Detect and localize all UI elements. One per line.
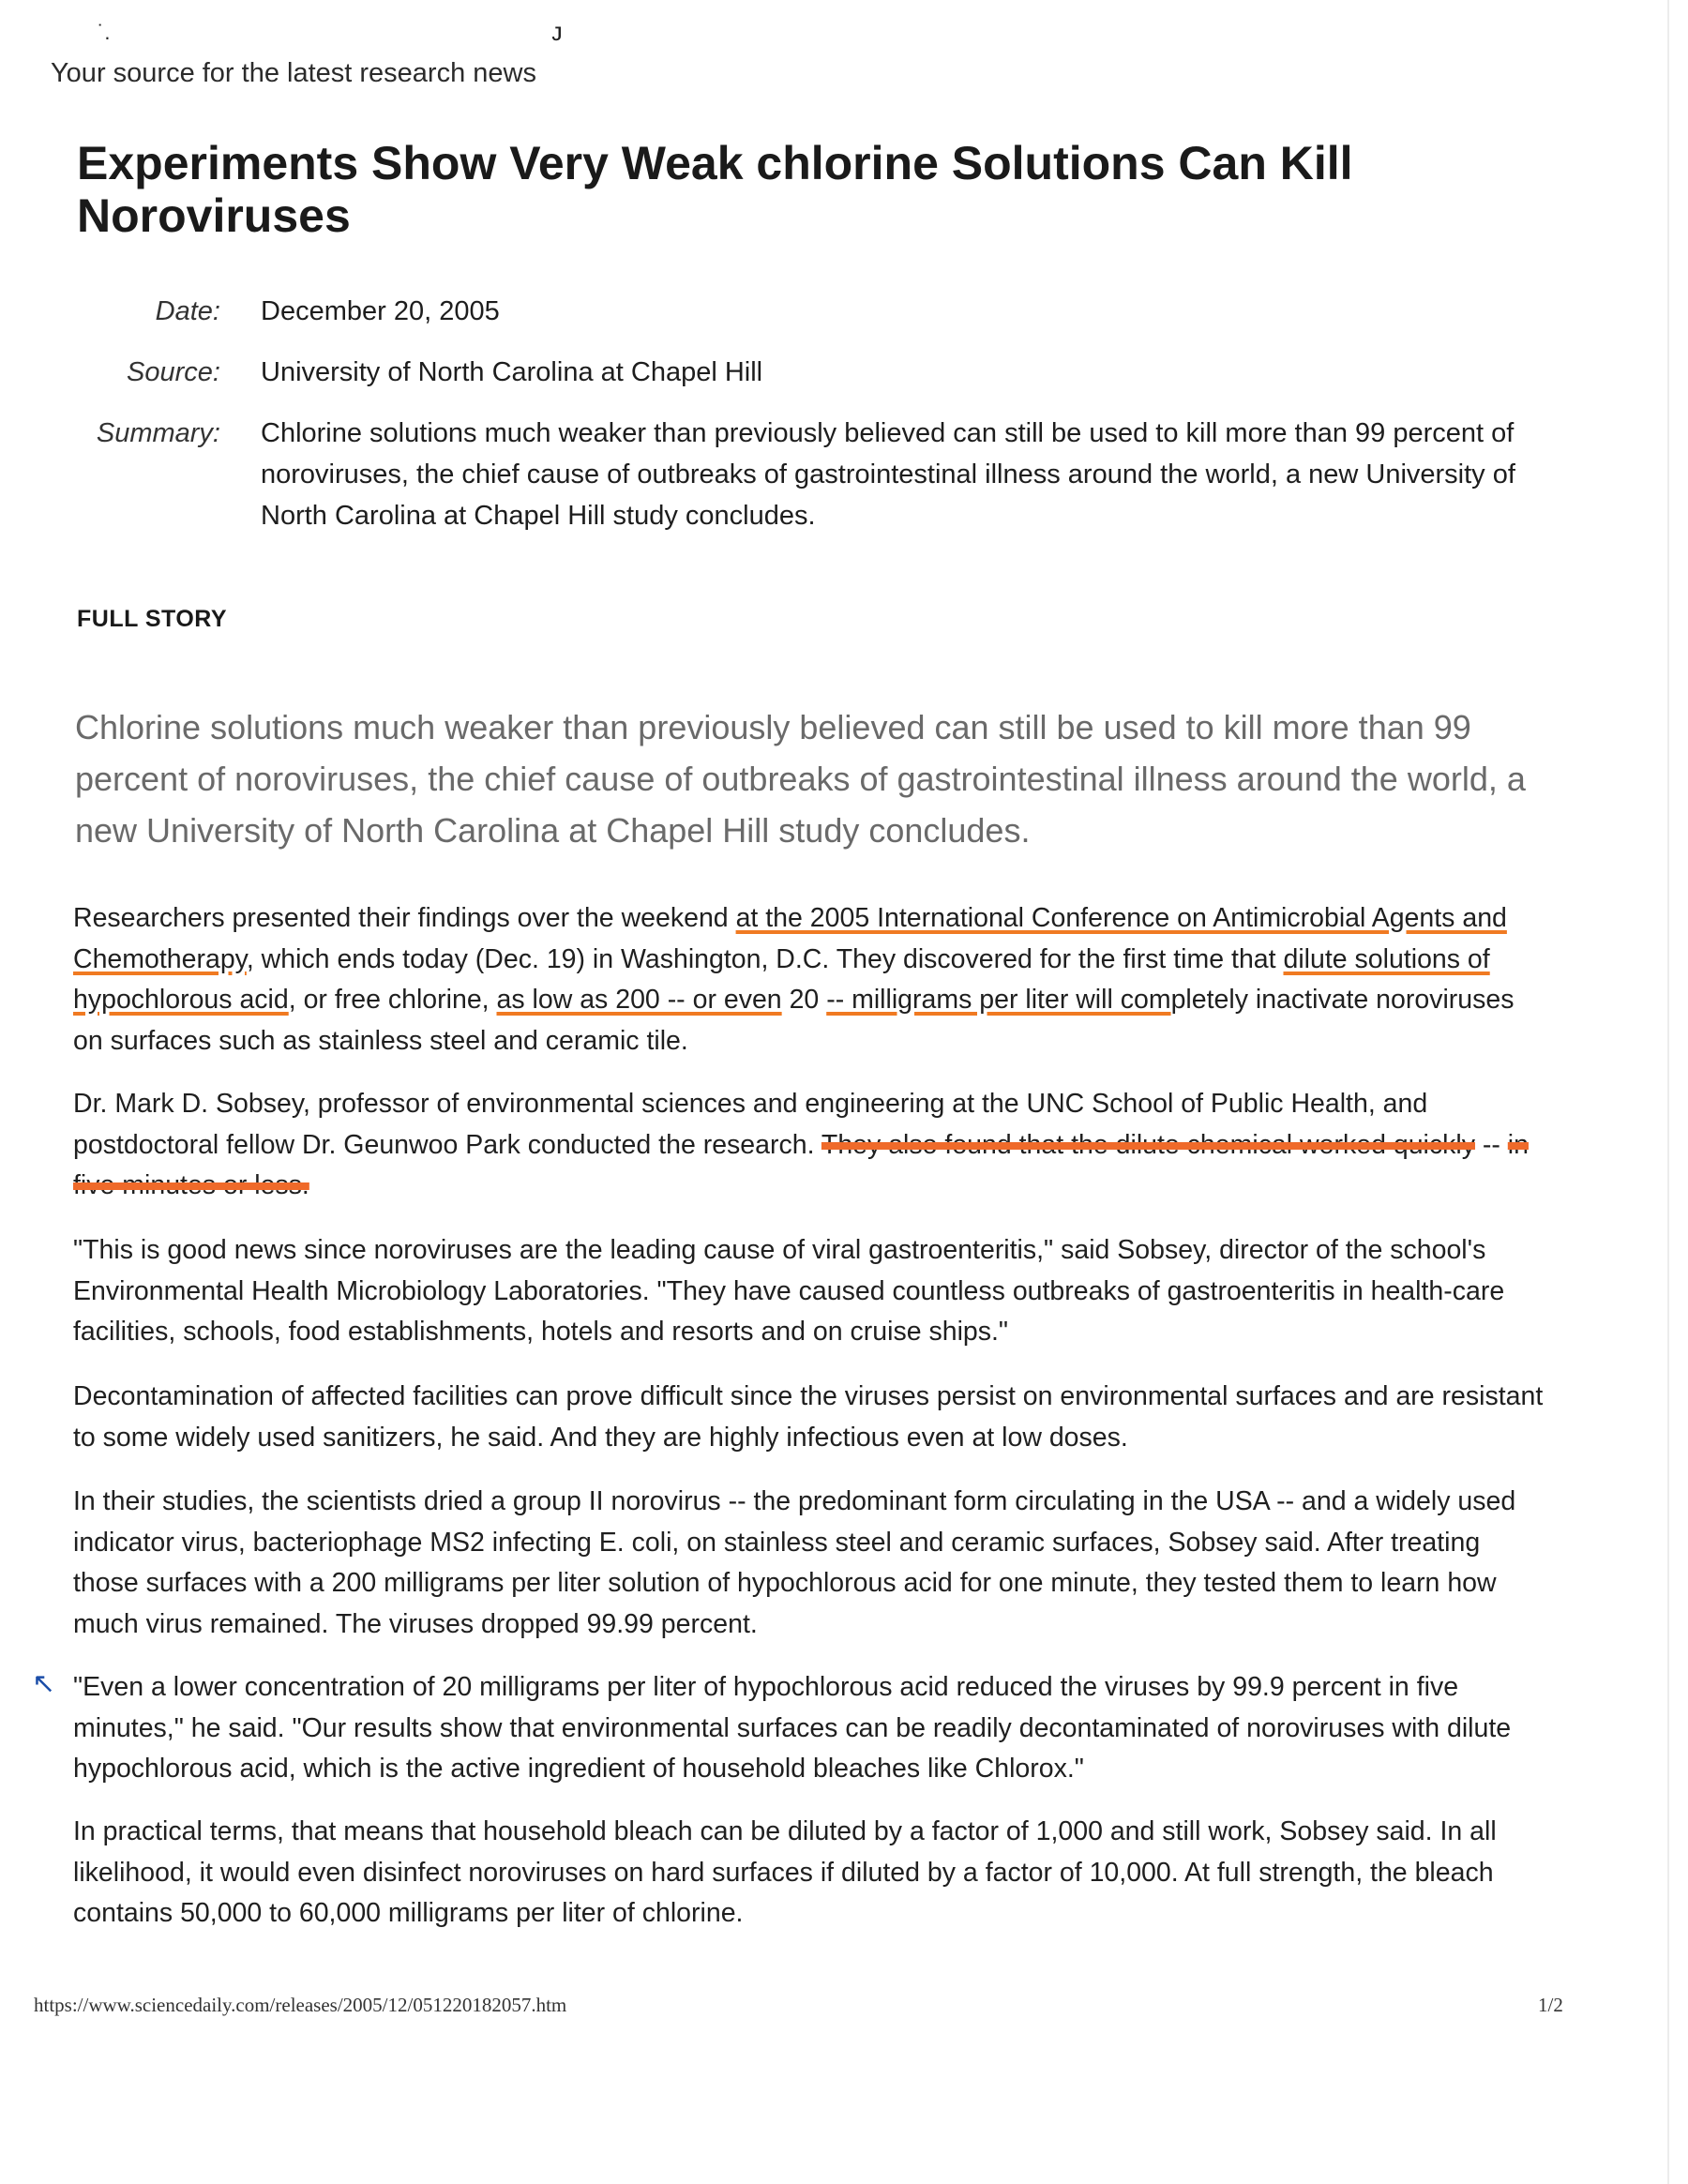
p1-text-g: 20 [781, 985, 827, 1015]
paragraph-4: Decontamination of affected facilities can prove difficult since the viruses persist on environmental surfaces and are resistant to some widely used sanitizers, he said. And they are highly infectious even at low doses. [73, 1381, 1544, 1453]
p2-text-c: -- [1474, 1129, 1508, 1160]
p1-highlight-conference: at the 2005 International Conference on Antimicrobial Agents and Chemotherapy [73, 903, 1507, 974]
article-title: Experiments Show Very Weak chlorine Solutions Can Kill Noroviruses [77, 137, 1353, 242]
p2-marked-five-minutes: in five minutes or less. [73, 1129, 1529, 1200]
summary-value: Chlorine solutions much weaker than previously believed can still be used to kill more than 99 percent of noroviruses, the chief cause of outbreaks of gastrointestinal illness around the world, a new University of North Carolina at Chapel Hill study concludes. [261, 418, 1515, 531]
paragraph-7: In practical terms, that means that household bleach can be diluted by a factor of 1,000 and still work, Sobsey said. In all likelihood, it would even disinfect noroviruses on hard surfaces if diluted by a factor of 10,000. At full strength, the bleach contains 50,000 to 60,000 milligrams per liter of chlorine. [73, 1816, 1497, 1928]
p1-highlight-milligrams: -- milligrams per liter will com [826, 985, 1171, 1015]
paragraph-1 [73, 898, 1545, 1062]
full-story-heading: FULL STORY [77, 606, 228, 632]
paragraph-5: In their studies, the scientists dried a group II norovirus -- the predominant form circulating in the USA -- and a widely used indicator virus, bacteriophage MS2 infecting E. coli, on stainless steel and ceramic surfaces, Sobsey said. After treating those surfaces with a 200 milligrams per liter solution of hypochlorous acid for one minute, they tested them to learn how much virus remained. The viruses dropped 99.99 percent. [73, 1486, 1516, 1639]
source-value: University of North Carolina at Chapel Hill [261, 357, 763, 387]
summary-label: Summary: [96, 418, 220, 448]
handwritten-arrow-icon: ↖ [32, 1668, 56, 1699]
paragraph-2 [73, 1084, 1545, 1207]
p1-text-a: Researchers presented their findings over the weekend [73, 903, 736, 933]
site-tagline: Your source for the latest research news [51, 58, 536, 88]
p2-text-a: Dr. Mark D. Sobsey, professor of environmental sciences and engineering at the UNC School of Public Health, and postdoctoral fellow Dr. Geunwoo Park conducted the research. [73, 1089, 1428, 1160]
paragraph-3: "This is good news since noroviruses are the leading cause of viral gastroenteritis," said Sobsey, director of the school's Environmental Health Microbiology Laboratories. "They have caused countless outbreaks of gastroenteritis in health-care facilities, schools, food establishments, hotels and resorts and on cruise ships." [73, 1235, 1505, 1347]
footer-url: https://www.sciencedaily.com/releases/2005/12/051220182057.htm [34, 1994, 567, 2016]
footer-page-number: 1/2 [1538, 1994, 1563, 2016]
scan-mark-check: ᴊ [551, 17, 563, 46]
p1-text-c: , which ends today (Dec. 19) in Washington, D.C. They discovered for the first time that [246, 943, 1284, 974]
p2-marked-worked-quickly: They also found that the dilute chemical worked quickly [821, 1129, 1475, 1160]
p1-highlight-as-low-as: as low as 200 -- or even [496, 985, 782, 1015]
date-label: Date: [155, 296, 220, 326]
scan-edge [1667, 0, 1669, 2184]
scan-mark-dot: ˙. [98, 21, 111, 44]
p1-highlight-hypochlorous: dilute solutions of hypochlorous acid [73, 943, 1490, 1015]
lead-paragraph: Chlorine solutions much weaker than previously believed can still be used to kill more than 99 percent of noroviruses, the chief cause of outbreaks of gastrointestinal illness around the world, a new University of North Carolina at Chapel Hill study concludes. [75, 708, 1526, 850]
date-value: December 20, 2005 [261, 296, 500, 326]
paragraph-6: "Even a lower concentration of 20 milligrams per liter of hypochlorous acid reduced the viruses by 99.9 percent in five minutes," he said. "Our results show that environmental surfaces can be readily decontaminated of noroviruses with dilute hypochlorous acid, which is the active ingredient of household bleaches like Chlorox." [73, 1672, 1512, 1784]
p1-text-e: , or free chlorine, [288, 985, 497, 1015]
source-label: Source: [127, 357, 220, 387]
p1-text-i: pletely inactivate noroviruses on surfaces such as stainless steel and ceramic tile. [73, 985, 1515, 1056]
